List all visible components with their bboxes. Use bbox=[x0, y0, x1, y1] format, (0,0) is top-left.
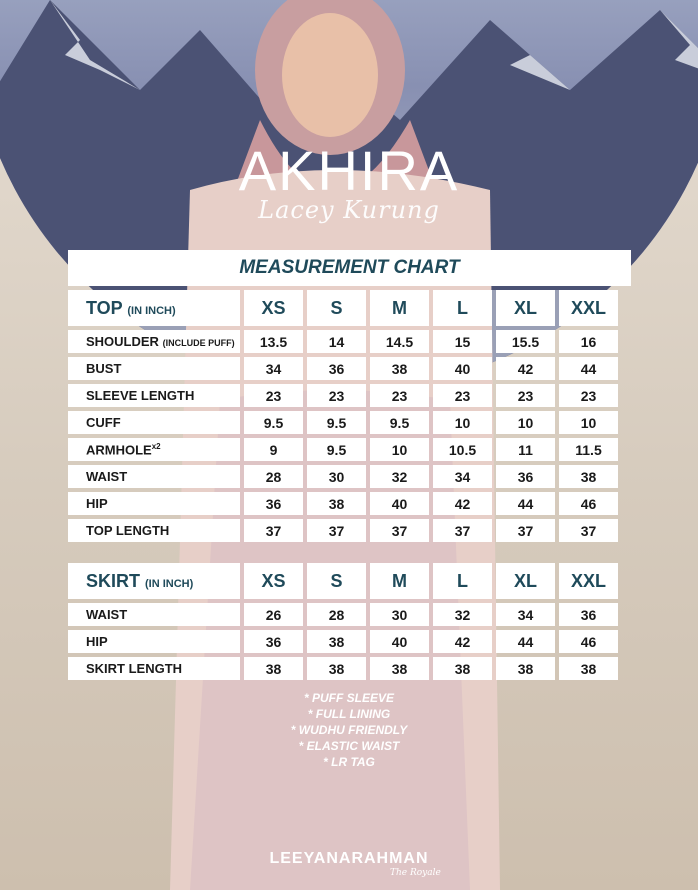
table-cell: 11.5 bbox=[559, 438, 618, 461]
table-cell: 44 bbox=[496, 492, 555, 515]
feature-item: * PUFF SLEEVE bbox=[303, 691, 395, 705]
table-cell: 9.5 bbox=[370, 411, 429, 434]
table-cell: 38 bbox=[496, 657, 555, 680]
table-cell: 13.5 bbox=[244, 330, 303, 353]
row-label: WAIST bbox=[68, 465, 240, 488]
table-cell: 28 bbox=[244, 465, 303, 488]
feature-list bbox=[0, 690, 698, 770]
size-header: S bbox=[307, 563, 366, 599]
table-cell: 38 bbox=[307, 630, 366, 653]
feature-item: * FULL LINING bbox=[307, 707, 391, 721]
size-header: M bbox=[370, 563, 429, 599]
table-cell: 40 bbox=[370, 492, 429, 515]
table-cell: 34 bbox=[433, 465, 492, 488]
table-cell: 9.5 bbox=[244, 411, 303, 434]
table-cell: 36 bbox=[559, 603, 618, 626]
table-row bbox=[68, 357, 618, 380]
table-cell: 38 bbox=[433, 657, 492, 680]
table-cell: 38 bbox=[244, 657, 303, 680]
table-cell: 11 bbox=[496, 438, 555, 461]
feature-item: * LR TAG bbox=[323, 755, 375, 769]
row-label: SHOULDER (INCLUDE PUFF) bbox=[68, 330, 240, 353]
row-label: HIP bbox=[68, 630, 240, 653]
table-cell: 38 bbox=[559, 657, 618, 680]
table-cell: 36 bbox=[244, 630, 303, 653]
size-header: XXL bbox=[559, 563, 618, 599]
row-label: WAIST bbox=[68, 603, 240, 626]
table-cell: 34 bbox=[496, 603, 555, 626]
table-cell: 10 bbox=[559, 411, 618, 434]
table-row bbox=[68, 384, 618, 407]
table-cell: 38 bbox=[370, 357, 429, 380]
table-cell: 9 bbox=[244, 438, 303, 461]
table-cell: 26 bbox=[244, 603, 303, 626]
table-cell: 14.5 bbox=[370, 330, 429, 353]
row-label: SLEEVE LENGTH bbox=[68, 384, 240, 407]
table-cell: 38 bbox=[307, 657, 366, 680]
table-cell: 23 bbox=[433, 384, 492, 407]
table-cell: 30 bbox=[370, 603, 429, 626]
table-cell: 37 bbox=[496, 519, 555, 542]
footer-brand-tagline: The Royale bbox=[390, 868, 441, 878]
skirt-measurement-table bbox=[64, 559, 622, 684]
size-header: XS bbox=[244, 563, 303, 599]
size-header: L bbox=[433, 563, 492, 599]
table-cell: 40 bbox=[370, 630, 429, 653]
table-cell: 23 bbox=[559, 384, 618, 407]
row-label: TOP LENGTH bbox=[68, 519, 240, 542]
table-cell: 44 bbox=[559, 357, 618, 380]
table-cell: 37 bbox=[370, 519, 429, 542]
table-cell: 37 bbox=[307, 519, 366, 542]
row-label: BUST bbox=[68, 357, 240, 380]
table-cell: 30 bbox=[307, 465, 366, 488]
table-cell: 34 bbox=[244, 357, 303, 380]
table-cell: 10.5 bbox=[433, 438, 492, 461]
table-cell: 46 bbox=[559, 492, 618, 515]
size-header: XXL bbox=[559, 290, 618, 326]
table-cell: 9.5 bbox=[307, 411, 366, 434]
table-cell: 9.5 bbox=[307, 438, 366, 461]
row-label: CUFF bbox=[68, 411, 240, 434]
measurement-chart-title: MEASUREMENT CHART bbox=[239, 257, 460, 278]
table-cell: 37 bbox=[559, 519, 618, 542]
table-header-label: SKIRT (IN INCH) bbox=[68, 563, 240, 599]
table-header-row bbox=[68, 290, 618, 326]
table-row bbox=[68, 519, 618, 542]
table-cell: 14 bbox=[307, 330, 366, 353]
size-header: XS bbox=[244, 290, 303, 326]
table-cell: 23 bbox=[307, 384, 366, 407]
footer-brand-logo: LEEYANARAHMAN bbox=[269, 850, 429, 867]
table-cell: 23 bbox=[496, 384, 555, 407]
table-row bbox=[68, 603, 618, 626]
table-cell: 23 bbox=[370, 384, 429, 407]
table-cell: 42 bbox=[496, 357, 555, 380]
table-header-row bbox=[68, 563, 618, 599]
table-cell: 38 bbox=[370, 657, 429, 680]
table-row bbox=[68, 465, 618, 488]
top-measurement-table bbox=[64, 286, 622, 546]
table-cell: 10 bbox=[370, 438, 429, 461]
table-row bbox=[68, 438, 618, 461]
size-header: M bbox=[370, 290, 429, 326]
feature-item: * ELASTIC WAIST bbox=[298, 739, 400, 753]
brand-subtitle: Lacey Kurung bbox=[258, 196, 440, 224]
size-header: XL bbox=[496, 563, 555, 599]
table-cell: 28 bbox=[307, 603, 366, 626]
table-row bbox=[68, 411, 618, 434]
table-row bbox=[68, 630, 618, 653]
row-label: $ARMHOLE^{x2}$ bbox=[68, 438, 240, 461]
measurement-chart-title-bar bbox=[68, 250, 631, 286]
table-cell: 10 bbox=[496, 411, 555, 434]
table-header-label: TOP (IN INCH) bbox=[68, 290, 240, 326]
size-header: XL bbox=[496, 290, 555, 326]
table-cell: 15.5 bbox=[496, 330, 555, 353]
table-cell: 42 bbox=[433, 492, 492, 515]
table-cell: 36 bbox=[307, 357, 366, 380]
table-cell: 36 bbox=[496, 465, 555, 488]
table-row bbox=[68, 492, 618, 515]
size-header: S bbox=[307, 290, 366, 326]
row-label: SKIRT LENGTH bbox=[68, 657, 240, 680]
table-cell: 15 bbox=[433, 330, 492, 353]
table-row bbox=[68, 657, 618, 680]
table-cell: 44 bbox=[496, 630, 555, 653]
table-cell: 38 bbox=[559, 465, 618, 488]
brand-title: AKHIRA bbox=[238, 139, 460, 202]
table-cell: 46 bbox=[559, 630, 618, 653]
table-cell: 37 bbox=[244, 519, 303, 542]
size-header: L bbox=[433, 290, 492, 326]
table-cell: 23 bbox=[244, 384, 303, 407]
table-cell: 40 bbox=[433, 357, 492, 380]
table-cell: 37 bbox=[433, 519, 492, 542]
feature-item: * WUDHU FRIENDLY bbox=[290, 723, 408, 737]
table-cell: 32 bbox=[433, 603, 492, 626]
table-cell: 36 bbox=[244, 492, 303, 515]
table-cell: 42 bbox=[433, 630, 492, 653]
row-label: HIP bbox=[68, 492, 240, 515]
table-cell: 10 bbox=[433, 411, 492, 434]
table-row bbox=[68, 330, 618, 353]
table-cell: 38 bbox=[307, 492, 366, 515]
table-cell: 32 bbox=[370, 465, 429, 488]
table-cell: 16 bbox=[559, 330, 618, 353]
